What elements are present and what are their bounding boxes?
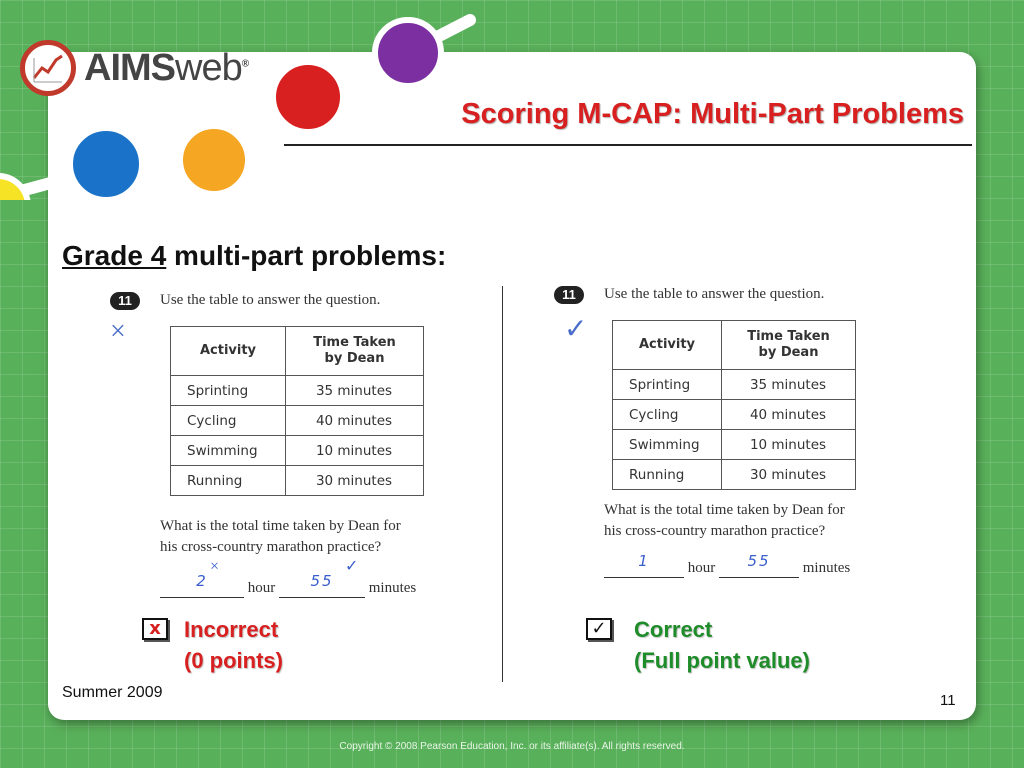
table-header: Activity: [171, 327, 286, 376]
hour-answer: 2: [196, 572, 208, 590]
correct-legend: [586, 614, 810, 676]
table-row: [171, 436, 424, 466]
instruction-text: Use the table to answer the question.: [160, 292, 381, 308]
check-mark-icon: ✓: [564, 314, 588, 345]
cross-mark-icon: ×: [210, 558, 220, 575]
table-row: [613, 460, 856, 490]
table-cell: 30 minutes: [286, 466, 424, 496]
table-cell: 30 minutes: [722, 460, 856, 490]
table-cell: Running: [171, 466, 286, 496]
question-number-badge: 11: [110, 292, 140, 310]
table-cell: 35 minutes: [722, 370, 856, 400]
check-mark-icon: ✓: [345, 558, 359, 575]
incorrect-label: [184, 614, 283, 676]
result-line: (0 points): [184, 648, 283, 673]
table-cell: Swimming: [171, 436, 286, 466]
table-cell: Swimming: [613, 430, 722, 460]
question-line: What is the total time taken by Dean for: [160, 518, 401, 534]
table-row: [613, 370, 856, 400]
hour-blank: [604, 552, 684, 578]
question-line: his cross-country marathon practice?: [160, 539, 382, 555]
activity-table: [612, 320, 856, 490]
table-row: [613, 430, 856, 460]
table-row: [171, 466, 424, 496]
correct-label: [634, 614, 810, 676]
check-box-icon: ✓: [586, 618, 612, 640]
hour-label: hour: [687, 560, 716, 576]
copyright-notice: Copyright © 2008 Pearson Education, Inc. or its affiliate(s). All rights reserved.: [339, 741, 685, 752]
question-line: his cross-country marathon practice?: [604, 523, 826, 539]
table-row: [613, 400, 856, 430]
x-box-icon: x: [142, 618, 168, 640]
table-cell: Cycling: [613, 400, 722, 430]
footer-date: Summer 2009: [62, 684, 163, 701]
result-line: Correct: [634, 617, 713, 642]
table-cell: Sprinting: [171, 376, 286, 406]
question-number-badge: 11: [554, 286, 584, 304]
minutes-answer: 55: [747, 552, 771, 570]
aimsweb-logo: [20, 40, 248, 96]
minutes-blank: [719, 552, 799, 578]
answer-line: [604, 552, 851, 578]
question-text: [160, 516, 401, 558]
table-cell: 10 minutes: [722, 430, 856, 460]
incorrect-example: [110, 292, 490, 612]
logo-chart-icon: [20, 40, 76, 96]
hour-answer: 1: [638, 552, 650, 570]
result-line: (Full point value): [634, 648, 810, 673]
table-cell: Cycling: [171, 406, 286, 436]
table-cell: 40 minutes: [286, 406, 424, 436]
minutes-answer: 55: [310, 572, 334, 590]
table-header-row: [171, 327, 424, 376]
minutes-label: minutes: [802, 560, 851, 576]
yellow-circle: [0, 176, 28, 200]
table-cell: 10 minutes: [286, 436, 424, 466]
table-row: [171, 406, 424, 436]
table-cell: Sprinting: [613, 370, 722, 400]
instruction-text: Use the table to answer the question.: [604, 286, 825, 302]
table-cell: 35 minutes: [286, 376, 424, 406]
question-text: [604, 500, 845, 542]
table-header: Time Taken by Dean: [722, 321, 856, 370]
question-line: What is the total time taken by Dean for: [604, 502, 845, 518]
correct-example: [554, 286, 914, 606]
cross-mark-icon: ×: [110, 316, 126, 347]
table-header-row: [613, 321, 856, 370]
column-divider: [502, 286, 503, 682]
page-number: 11: [940, 692, 956, 709]
title-rule: [284, 144, 972, 146]
minutes-blank: [279, 558, 365, 598]
result-line: Incorrect: [184, 617, 279, 642]
table-header: Activity: [613, 321, 722, 370]
table-row: [171, 376, 424, 406]
minutes-label: minutes: [368, 580, 417, 596]
logo-wordmark: AIMSweb®: [84, 46, 249, 89]
table-header: Time Taken by Dean: [286, 327, 424, 376]
section-heading: Grade 4 multi-part problems:: [62, 240, 447, 271]
table-cell: 40 minutes: [722, 400, 856, 430]
slide-title: Scoring M-CAP: Multi-Part Problems: [461, 98, 964, 130]
incorrect-legend: [142, 614, 283, 676]
table-cell: Running: [613, 460, 722, 490]
activity-table: [170, 326, 424, 496]
hour-blank: [160, 558, 244, 598]
hour-label: hour: [247, 580, 276, 596]
answer-line: [160, 558, 417, 598]
